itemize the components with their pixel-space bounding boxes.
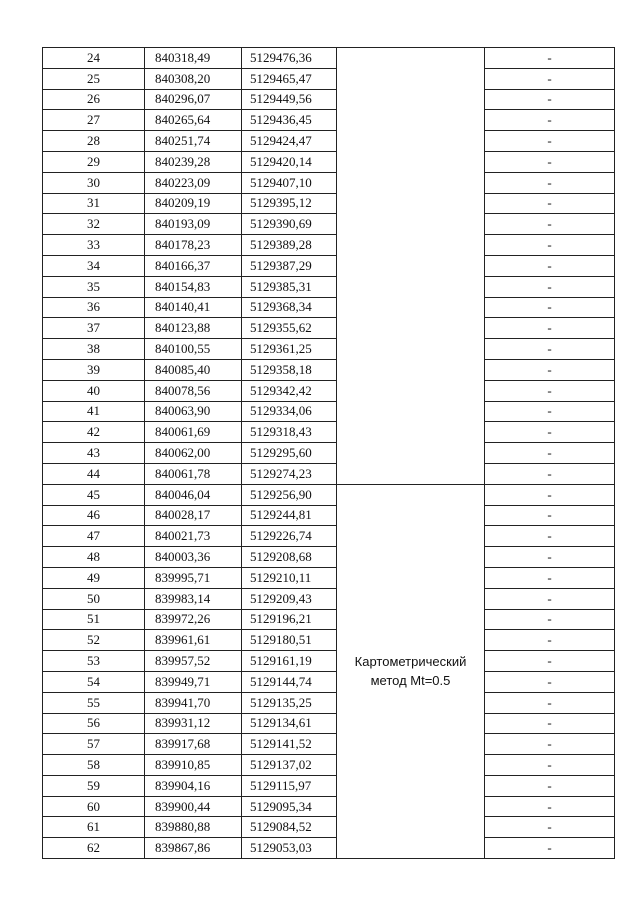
point-number-cell: 47 [43,526,145,547]
table-row [43,609,615,630]
y-coordinate-cell: 5129407,10 [242,172,337,193]
y-coordinate-cell: 5129134,61 [242,713,337,734]
y-coordinate-cell: 5129476,36 [242,48,337,69]
y-coordinate-cell: 5129210,11 [242,567,337,588]
x-coordinate-cell: 840318,49 [145,48,242,69]
coordinates-table-body [43,48,615,859]
x-coordinate-cell: 840296,07 [145,89,242,110]
description-cell: - [485,68,615,89]
table-row [43,48,615,69]
point-number-cell: 30 [43,172,145,193]
table-row [43,89,615,110]
point-number-cell: 60 [43,796,145,817]
point-number-cell: 55 [43,692,145,713]
x-coordinate-cell: 839910,85 [145,755,242,776]
y-coordinate-cell: 5129449,56 [242,89,337,110]
method-note-line-1: Картометрический [354,654,467,670]
x-coordinate-cell: 839957,52 [145,651,242,672]
description-cell: - [485,775,615,796]
y-coordinate-cell: 5129295,60 [242,443,337,464]
x-coordinate-cell: 840100,55 [145,339,242,360]
y-coordinate-cell: 5129420,14 [242,151,337,172]
table-row [43,547,615,568]
description-cell: - [485,443,615,464]
x-coordinate-cell: 840061,78 [145,463,242,484]
y-coordinate-cell: 5129334,06 [242,401,337,422]
coordinates-table [42,47,615,859]
table-row [43,131,615,152]
y-coordinate-cell: 5129385,31 [242,276,337,297]
point-number-cell: 57 [43,734,145,755]
description-cell: - [485,172,615,193]
y-coordinate-cell: 5129115,97 [242,775,337,796]
description-cell: - [485,276,615,297]
y-coordinate-cell: 5129368,34 [242,297,337,318]
point-number-cell: 40 [43,380,145,401]
point-number-cell: 46 [43,505,145,526]
x-coordinate-cell: 840178,23 [145,235,242,256]
point-number-cell: 52 [43,630,145,651]
point-number-cell: 27 [43,110,145,131]
description-cell: - [485,422,615,443]
point-number-cell: 28 [43,131,145,152]
description-cell: - [485,692,615,713]
y-coordinate-cell: 5129389,28 [242,235,337,256]
x-coordinate-cell: 839931,12 [145,713,242,734]
y-coordinate-cell: 5129084,52 [242,817,337,838]
y-coordinate-cell: 5129390,69 [242,214,337,235]
y-coordinate-cell: 5129244,81 [242,505,337,526]
description-cell: - [485,380,615,401]
description-cell: - [485,630,615,651]
y-coordinate-cell: 5129342,42 [242,380,337,401]
point-number-cell: 58 [43,755,145,776]
point-number-cell: 59 [43,775,145,796]
description-cell: - [485,214,615,235]
x-coordinate-cell: 839983,14 [145,588,242,609]
description-cell: - [485,297,615,318]
point-number-cell: 54 [43,671,145,692]
table-row [43,151,615,172]
x-coordinate-cell: 840154,83 [145,276,242,297]
point-number-cell: 38 [43,339,145,360]
point-number-cell: 33 [43,235,145,256]
description-cell: - [485,588,615,609]
x-coordinate-cell: 839941,70 [145,692,242,713]
x-coordinate-cell: 840239,28 [145,151,242,172]
point-number-cell: 41 [43,401,145,422]
y-coordinate-cell: 5129436,45 [242,110,337,131]
table-row [43,110,615,131]
x-coordinate-cell: 840223,09 [145,172,242,193]
x-coordinate-cell: 840265,64 [145,110,242,131]
table-row [43,755,615,776]
y-coordinate-cell: 5129226,74 [242,526,337,547]
table-row [43,526,615,547]
x-coordinate-cell: 839904,16 [145,775,242,796]
description-cell: - [485,713,615,734]
point-number-cell: 35 [43,276,145,297]
table-row [43,817,615,838]
x-coordinate-cell: 840166,37 [145,255,242,276]
point-number-cell: 34 [43,255,145,276]
table-row [43,297,615,318]
description-cell: - [485,359,615,380]
y-coordinate-cell: 5129355,62 [242,318,337,339]
point-number-cell: 37 [43,318,145,339]
point-number-cell: 42 [43,422,145,443]
y-coordinate-cell: 5129465,47 [242,68,337,89]
point-number-cell: 56 [43,713,145,734]
table-row [43,567,615,588]
description-cell: - [485,755,615,776]
description-cell: - [485,796,615,817]
description-cell: - [485,567,615,588]
y-coordinate-cell: 5129196,21 [242,609,337,630]
table-row [43,318,615,339]
description-cell: - [485,193,615,214]
y-coordinate-cell: 5129387,29 [242,255,337,276]
point-number-cell: 51 [43,609,145,630]
description-cell: - [485,89,615,110]
description-cell: - [485,651,615,672]
point-number-cell: 32 [43,214,145,235]
table-row [43,235,615,256]
y-coordinate-cell: 5129256,90 [242,484,337,505]
x-coordinate-cell: 840021,73 [145,526,242,547]
table-row [43,463,615,484]
y-coordinate-cell: 5129144,74 [242,671,337,692]
method-cell-empty [337,48,485,485]
point-number-cell: 25 [43,68,145,89]
method-note-cell [337,484,485,858]
table-row [43,651,615,672]
y-coordinate-cell: 5129095,34 [242,796,337,817]
x-coordinate-cell: 839917,68 [145,734,242,755]
description-cell: - [485,48,615,69]
description-cell: - [485,526,615,547]
x-coordinate-cell: 840123,88 [145,318,242,339]
description-cell: - [485,609,615,630]
table-row [43,671,615,692]
description-cell: - [485,131,615,152]
description-cell: - [485,505,615,526]
table-row [43,505,615,526]
table-row [43,775,615,796]
table-row [43,401,615,422]
table-row [43,443,615,464]
table-row [43,193,615,214]
point-number-cell: 50 [43,588,145,609]
point-number-cell: 43 [43,443,145,464]
description-cell: - [485,339,615,360]
x-coordinate-cell: 840193,09 [145,214,242,235]
y-coordinate-cell: 5129361,25 [242,339,337,360]
point-number-cell: 49 [43,567,145,588]
table-row [43,713,615,734]
table-row [43,255,615,276]
description-cell: - [485,110,615,131]
description-cell: - [485,671,615,692]
x-coordinate-cell: 839867,86 [145,838,242,859]
point-number-cell: 45 [43,484,145,505]
description-cell: - [485,463,615,484]
y-coordinate-cell: 5129318,43 [242,422,337,443]
y-coordinate-cell: 5129274,23 [242,463,337,484]
table-row [43,359,615,380]
point-number-cell: 44 [43,463,145,484]
x-coordinate-cell: 840028,17 [145,505,242,526]
y-coordinate-cell: 5129424,47 [242,131,337,152]
table-row [43,422,615,443]
x-coordinate-cell: 839972,26 [145,609,242,630]
table-row [43,68,615,89]
x-coordinate-cell: 840003,36 [145,547,242,568]
description-cell: - [485,318,615,339]
x-coordinate-cell: 840251,74 [145,131,242,152]
x-coordinate-cell: 839995,71 [145,567,242,588]
x-coordinate-cell: 840061,69 [145,422,242,443]
y-coordinate-cell: 5129209,43 [242,588,337,609]
point-number-cell: 48 [43,547,145,568]
table-row [43,276,615,297]
x-coordinate-cell: 840140,41 [145,297,242,318]
y-coordinate-cell: 5129135,25 [242,692,337,713]
y-coordinate-cell: 5129358,18 [242,359,337,380]
point-number-cell: 31 [43,193,145,214]
x-coordinate-cell: 840063,90 [145,401,242,422]
description-cell: - [485,817,615,838]
x-coordinate-cell: 840062,00 [145,443,242,464]
x-coordinate-cell: 840046,04 [145,484,242,505]
y-coordinate-cell: 5129395,12 [242,193,337,214]
table-row [43,734,615,755]
x-coordinate-cell: 839900,44 [145,796,242,817]
description-cell: - [485,838,615,859]
table-row [43,339,615,360]
y-coordinate-cell: 5129137,02 [242,755,337,776]
table-row [43,380,615,401]
table-row [43,484,615,505]
point-number-cell: 29 [43,151,145,172]
y-coordinate-cell: 5129161,19 [242,651,337,672]
x-coordinate-cell: 840209,19 [145,193,242,214]
table-row [43,172,615,193]
y-coordinate-cell: 5129053,03 [242,838,337,859]
x-coordinate-cell: 840308,20 [145,68,242,89]
description-cell: - [485,255,615,276]
point-number-cell: 24 [43,48,145,69]
point-number-cell: 61 [43,817,145,838]
description-cell: - [485,484,615,505]
description-cell: - [485,401,615,422]
table-row [43,692,615,713]
x-coordinate-cell: 839949,71 [145,671,242,692]
point-number-cell: 36 [43,297,145,318]
y-coordinate-cell: 5129208,68 [242,547,337,568]
x-coordinate-cell: 839880,88 [145,817,242,838]
point-number-cell: 62 [43,838,145,859]
description-cell: - [485,547,615,568]
description-cell: - [485,151,615,172]
table-row [43,630,615,651]
y-coordinate-cell: 5129141,52 [242,734,337,755]
x-coordinate-cell: 840078,56 [145,380,242,401]
point-number-cell: 53 [43,651,145,672]
description-cell: - [485,235,615,256]
point-number-cell: 26 [43,89,145,110]
description-cell: - [485,734,615,755]
table-row [43,796,615,817]
table-row [43,588,615,609]
point-number-cell: 39 [43,359,145,380]
table-row [43,214,615,235]
x-coordinate-cell: 840085,40 [145,359,242,380]
method-note-line-2: метод Mt=0.5 [370,673,451,689]
table-row [43,838,615,859]
x-coordinate-cell: 839961,61 [145,630,242,651]
y-coordinate-cell: 5129180,51 [242,630,337,651]
